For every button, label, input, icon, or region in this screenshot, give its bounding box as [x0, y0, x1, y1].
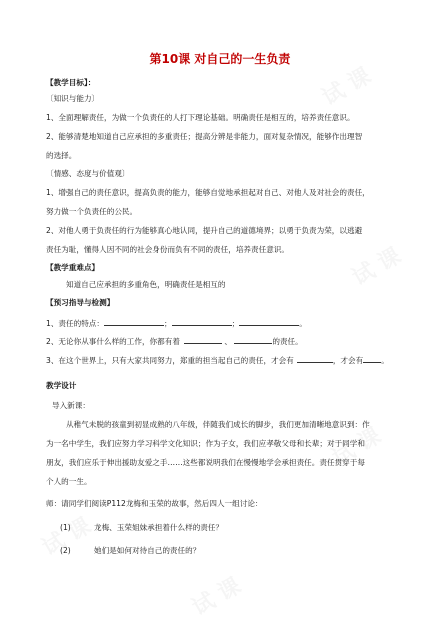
answer-blank[interactable]: [104, 317, 164, 326]
key-text: 知道自己应承担的多重角色，明确责任是相互的: [66, 280, 226, 289]
discussion-1-number: (1): [60, 523, 71, 532]
emotion-heading: 〔情感、态度与价值观〕: [46, 169, 130, 178]
answer-blank[interactable]: [234, 335, 272, 344]
emotion-1-line-1: 1、增强自己的责任意识，提高负责的能力，能够自觉地承担起对自己、对他人及对社会的责任，: [46, 188, 370, 197]
question-2-end: 的责任。: [272, 337, 303, 346]
page-title: 第10课 对自己的一生负责: [149, 52, 291, 66]
preview-heading: 【预习指导与检测】: [46, 298, 115, 307]
answer-blank[interactable]: [239, 317, 299, 326]
intro-line-4: 个人的一生。: [46, 477, 92, 486]
separator: ；: [231, 319, 240, 328]
goal-1: 1、全面理解责任，为做一个负责任的人打下理论基础。明确责任是相互的，培养责任意识。: [46, 113, 355, 122]
separator: 。: [299, 319, 307, 328]
separator: 。: [381, 356, 389, 365]
question-1-label: 1、责任的特点：: [46, 319, 104, 328]
watermark-mark: [346, 239, 406, 292]
intro-line-2: 为一名中学生，我们应努力学习科学文化知识；作为子女，我们应孝敬父母和长辈；对于同学和: [46, 439, 365, 448]
answer-blank[interactable]: [184, 335, 222, 344]
intro-line-3: 朋友，我们应乐于伸出援助友爱之手……这些都说明我们在慢慢地学会承担责任。责任贯穿于每: [46, 458, 365, 467]
question-3-label: 3、在这个世界上，只有大家共同努力，郑重的担当起自己的责任，才会有: [46, 356, 294, 365]
emotion-1-line-2: 努力做一个负责任的公民。: [46, 207, 138, 216]
emotion-2-line-1: 2、对他人勇于负责任的行为能够真心地认同，提升自己的道德境界；以勇于负责为荣，以逃避: [46, 226, 363, 235]
answer-blank[interactable]: [172, 317, 232, 326]
separator: ；: [164, 319, 172, 328]
separator: 、: [224, 337, 232, 346]
answer-blank[interactable]: [363, 354, 381, 363]
discussion-1-text: 龙梅、玉荣姐妹承担着什么样的责任？: [94, 523, 224, 532]
design-heading: 教学设计: [46, 381, 77, 390]
knowledge-heading: 〔知识与能力〕: [46, 94, 100, 103]
question-1: [46, 317, 307, 329]
watermark-mark: [186, 569, 246, 622]
emotion-2-line-2: 责任为耻，懂得人因不同的社会身份而负有不同的责任，培养责任意识。: [46, 245, 289, 254]
goal-2-line-2: 的选择。: [46, 151, 77, 160]
question-3: [46, 354, 389, 366]
question-3-mid: ，才会有: [332, 356, 364, 365]
intro-line-1: 从稚气未脱的孩童到初显成熟的八年级，伴随我们成长的脚步，我们更加清晰地意识到：作: [66, 420, 370, 429]
teacher-prompt: 师：请同学们阅读P112龙梅和玉荣的故事，然后四人一组讨论：: [46, 499, 263, 508]
key-heading: 【教学重难点】: [46, 263, 100, 272]
question-2: [46, 335, 303, 347]
intro-heading: 导入新课：: [52, 401, 90, 410]
discussion-2-text: 她们是如何对待自己的责任的？: [94, 546, 201, 555]
watermark-mark: [316, 59, 376, 112]
discussion-2-number: (2): [60, 546, 71, 555]
goal-2-line-1: 2、能够清楚地知道自己应承担的多重责任；提高分辨是非能力，面对复杂情况，能够作出理智: [46, 132, 363, 141]
question-2-label: 2、无论你从事什么样的工作，你都有着: [46, 337, 180, 346]
goals-heading: 【教学目标】：: [46, 78, 96, 87]
answer-blank[interactable]: [297, 354, 333, 363]
